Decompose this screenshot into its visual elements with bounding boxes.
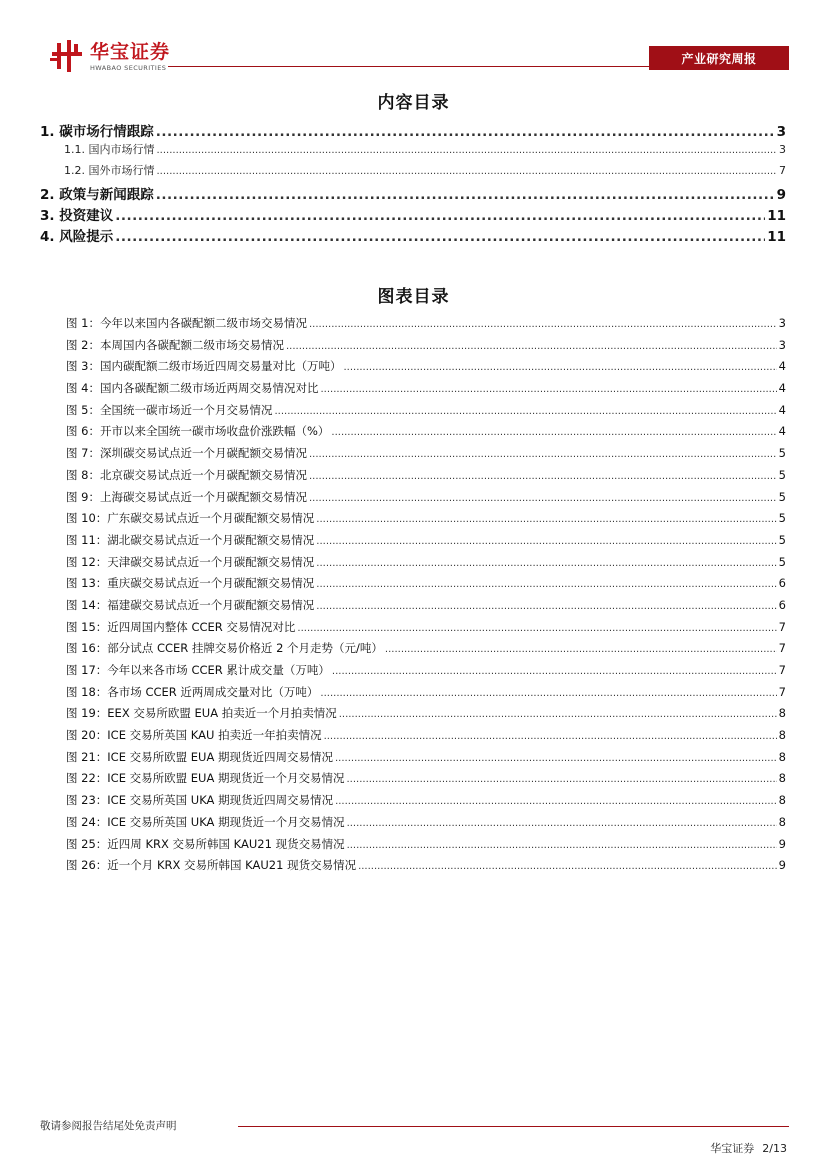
dot-leader xyxy=(335,796,777,807)
figure-entry-page: 4 xyxy=(778,359,786,374)
figure-entry[interactable] xyxy=(40,749,786,771)
dot-leader xyxy=(316,558,776,569)
dot-leader xyxy=(347,840,777,851)
figure-entry-page: 9 xyxy=(778,836,786,851)
dot-leader xyxy=(332,666,777,677)
toc-entry[interactable] xyxy=(40,225,786,246)
figure-entry-page: 4 xyxy=(778,424,786,439)
figure-entry-label: 图 3：国内碳配额二级市场近四周交易量对比（万吨） xyxy=(66,359,342,374)
toc-entry-page: 3 xyxy=(776,124,786,140)
page-number: 2/13 xyxy=(762,1142,787,1155)
dot-leader xyxy=(347,774,777,785)
figure-entry-page: 5 xyxy=(778,489,786,504)
contents-list xyxy=(40,120,786,246)
figure-entry-page: 8 xyxy=(778,793,786,808)
toc-entry[interactable] xyxy=(40,141,786,162)
figure-entry[interactable] xyxy=(40,423,786,445)
dot-leader xyxy=(309,493,777,504)
figure-entry[interactable] xyxy=(40,619,786,641)
figure-entry-page: 6 xyxy=(778,576,786,591)
figure-entry[interactable] xyxy=(40,337,786,359)
figure-entry-label: 图 6：开市以来全国统一碳市场收盘价涨跌幅（%） xyxy=(66,424,330,439)
dot-leader xyxy=(316,514,776,525)
toc-entry-label: 3. 投资建议 xyxy=(40,208,114,224)
figure-entry-label: 图 2：本周国内各碳配额二级市场交易情况 xyxy=(66,337,284,352)
toc-entry-label: 1.1. 国内市场行情 xyxy=(64,143,155,156)
figure-entry-label: 图 5：全国统一碳市场近一个月交易情况 xyxy=(66,402,273,417)
figure-entry[interactable] xyxy=(40,814,786,836)
dot-leader xyxy=(320,688,776,699)
brand-name-en: HWABAO SECURITIES xyxy=(90,64,167,72)
toc-entry-label: 1.2. 国外市场行情 xyxy=(64,164,155,177)
brand-name-cn: 华宝证券 xyxy=(90,41,171,63)
contents-title: 内容目录 xyxy=(377,93,450,113)
figures-list xyxy=(40,315,786,879)
dot-leader xyxy=(157,145,778,156)
figure-entry[interactable] xyxy=(40,467,786,489)
dot-leader xyxy=(115,229,765,245)
dot-leader xyxy=(316,601,776,612)
figure-entry-label: 图 21：ICE 交易所欧盟 EUA 期现货近四周交易情况 xyxy=(66,749,333,764)
dot-leader xyxy=(156,124,775,140)
dot-leader xyxy=(309,319,777,330)
figure-entry-page: 4 xyxy=(778,402,786,417)
toc-entry-page: 11 xyxy=(767,208,786,224)
figure-entry-label: 图 13：重庆碳交易试点近一个月碳配额交易情况 xyxy=(66,576,315,591)
dot-leader xyxy=(297,623,776,634)
figure-entry-label: 图 20：ICE 交易所英国 KAU 拍卖近一年拍卖情况 xyxy=(66,728,322,743)
figure-entry-label: 图 10：广东碳交易试点近一个月碳配额交易情况 xyxy=(66,511,315,526)
figure-entry-label: 图 23：ICE 交易所英国 UKA 期现货近四周交易情况 xyxy=(66,793,334,808)
figure-entry-page: 3 xyxy=(778,337,786,352)
figures-title: 图表目录 xyxy=(377,287,450,307)
figure-entry[interactable] xyxy=(40,836,786,858)
figure-entry-label: 图 4：国内各碳配额二级市场近两周交易情况对比 xyxy=(66,381,319,396)
figure-entry-label: 图 22：ICE 交易所欧盟 EUA 期现货近一个月交易情况 xyxy=(66,771,345,786)
toc-entry[interactable] xyxy=(40,162,786,183)
figure-entry-page: 7 xyxy=(778,641,786,656)
figure-entry-page: 5 xyxy=(778,511,786,526)
dot-leader xyxy=(157,166,778,177)
dot-leader xyxy=(309,449,777,460)
figure-entry-label: 图 15：近四周国内整体 CCER 交易情况对比 xyxy=(66,619,296,634)
figure-entry-page: 7 xyxy=(778,663,786,677)
dot-leader xyxy=(347,818,777,829)
figure-entry-label: 图 26：近一个月 KRX 交易所韩国 KAU21 现货交易情况 xyxy=(66,858,357,873)
figure-entry-page: 3 xyxy=(778,316,786,330)
figure-entry-page: 9 xyxy=(778,858,786,873)
figure-entry-label: 图 17：今年以来各市场 CCER 累计成交量（万吨） xyxy=(66,663,330,677)
dot-leader xyxy=(320,384,776,395)
figure-entry[interactable] xyxy=(40,445,786,467)
figure-entry-label: 图 25：近四周 KRX 交易所韩国 KAU21 现货交易情况 xyxy=(66,836,345,851)
dot-leader xyxy=(335,753,777,764)
toc-entry-page: 9 xyxy=(776,187,786,203)
figure-entry-label: 图 14：福建碳交易试点近一个月碳配额交易情况 xyxy=(66,597,315,612)
figure-entry-page: 8 xyxy=(778,706,786,721)
figure-entry[interactable] xyxy=(40,662,786,684)
dot-leader xyxy=(286,341,777,352)
dot-leader xyxy=(343,362,776,373)
report-type-badge: 产业研究周报 xyxy=(649,46,789,70)
dot-leader xyxy=(385,644,777,655)
dot-leader xyxy=(316,536,776,547)
footer-rule xyxy=(238,1126,789,1127)
dot-leader xyxy=(309,471,777,482)
figure-entry-page: 8 xyxy=(778,749,786,764)
figure-entry-label: 图 12：天津碳交易试点近一个月碳配额交易情况 xyxy=(66,554,315,569)
toc-entry[interactable] xyxy=(40,204,786,225)
hwabao-logo-icon xyxy=(50,40,84,72)
dot-leader xyxy=(115,208,765,224)
footer-company: 华宝证券 xyxy=(710,1142,755,1155)
figure-entry-page: 8 xyxy=(778,814,786,829)
dot-leader xyxy=(156,187,775,203)
dot-leader xyxy=(339,709,777,720)
figure-entry-label: 图 16：部分试点 CCER 挂牌交易价格近 2 个月走势（元/吨） xyxy=(66,641,383,656)
figure-entry[interactable] xyxy=(40,380,786,402)
figure-entry[interactable] xyxy=(40,792,786,814)
figure-entry-label: 图 24：ICE 交易所英国 UKA 期现货近一个月交易情况 xyxy=(66,814,345,829)
figure-entry-label: 图 11：湖北碳交易试点近一个月碳配额交易情况 xyxy=(66,532,315,547)
figure-entry[interactable] xyxy=(40,770,786,792)
figure-entry[interactable] xyxy=(40,489,786,511)
figure-entry-page: 5 xyxy=(778,554,786,569)
dot-leader xyxy=(316,579,776,590)
figure-entry[interactable] xyxy=(40,315,786,337)
figure-entry[interactable] xyxy=(40,684,786,706)
figure-entry[interactable] xyxy=(40,575,786,597)
figure-entry-page: 5 xyxy=(778,446,786,461)
figure-entry[interactable] xyxy=(40,640,786,662)
toc-entry-page: 3 xyxy=(779,143,786,156)
figure-entry-label: 图 1：今年以来国内各碳配额二级市场交易情况 xyxy=(66,316,307,330)
figure-entry[interactable] xyxy=(40,727,786,749)
figure-entry[interactable] xyxy=(40,402,786,424)
figure-entry[interactable] xyxy=(40,358,786,380)
figure-entry-page: 7 xyxy=(778,619,786,634)
figure-entry[interactable] xyxy=(40,857,786,879)
dot-leader xyxy=(274,406,776,417)
figure-entry-label: 图 9：上海碳交易试点近一个月碳配额交易情况 xyxy=(66,489,307,504)
figure-entry-page: 5 xyxy=(778,467,786,482)
figure-entry[interactable] xyxy=(40,532,786,554)
figure-entry-label: 图 18：各市场 CCER 近两周成交量对比（万吨） xyxy=(66,684,319,699)
toc-entry[interactable] xyxy=(40,120,786,141)
figure-entry-page: 6 xyxy=(778,597,786,612)
toc-entry-label: 2. 政策与新闻跟踪 xyxy=(40,187,154,203)
figure-entry-page: 7 xyxy=(778,684,786,699)
figure-entry[interactable] xyxy=(40,510,786,532)
toc-entry-page: 7 xyxy=(779,164,786,177)
figure-entry-page: 8 xyxy=(778,771,786,786)
dot-leader xyxy=(324,731,777,742)
company-logo xyxy=(50,40,200,74)
figure-entry-page: 8 xyxy=(778,728,786,743)
figure-entry-page: 4 xyxy=(778,381,786,396)
toc-entry[interactable] xyxy=(40,183,786,204)
figure-entry-label: 图 19：EEX 交易所欧盟 EUA 拍卖近一个月拍卖情况 xyxy=(66,706,337,721)
disclaimer-note: 敬请参阅报告结尾处免责声明 xyxy=(40,1120,177,1132)
figure-entry[interactable] xyxy=(40,597,786,619)
footer-page-info xyxy=(702,1140,787,1156)
figure-entry-label: 图 8：北京碳交易试点近一个月碳配额交易情况 xyxy=(66,467,307,482)
figure-entry[interactable] xyxy=(40,554,786,576)
dot-leader xyxy=(358,861,777,872)
figure-entry-label: 图 7：深圳碳交易试点近一个月碳配额交易情况 xyxy=(66,446,307,461)
figure-entry-page: 5 xyxy=(778,532,786,547)
toc-entry-label: 4. 风险提示 xyxy=(40,229,114,245)
toc-entry-page: 11 xyxy=(767,229,786,245)
figure-entry[interactable] xyxy=(40,705,786,727)
toc-entry-label: 1. 碳市场行情跟踪 xyxy=(40,124,154,140)
dot-leader xyxy=(331,427,776,438)
